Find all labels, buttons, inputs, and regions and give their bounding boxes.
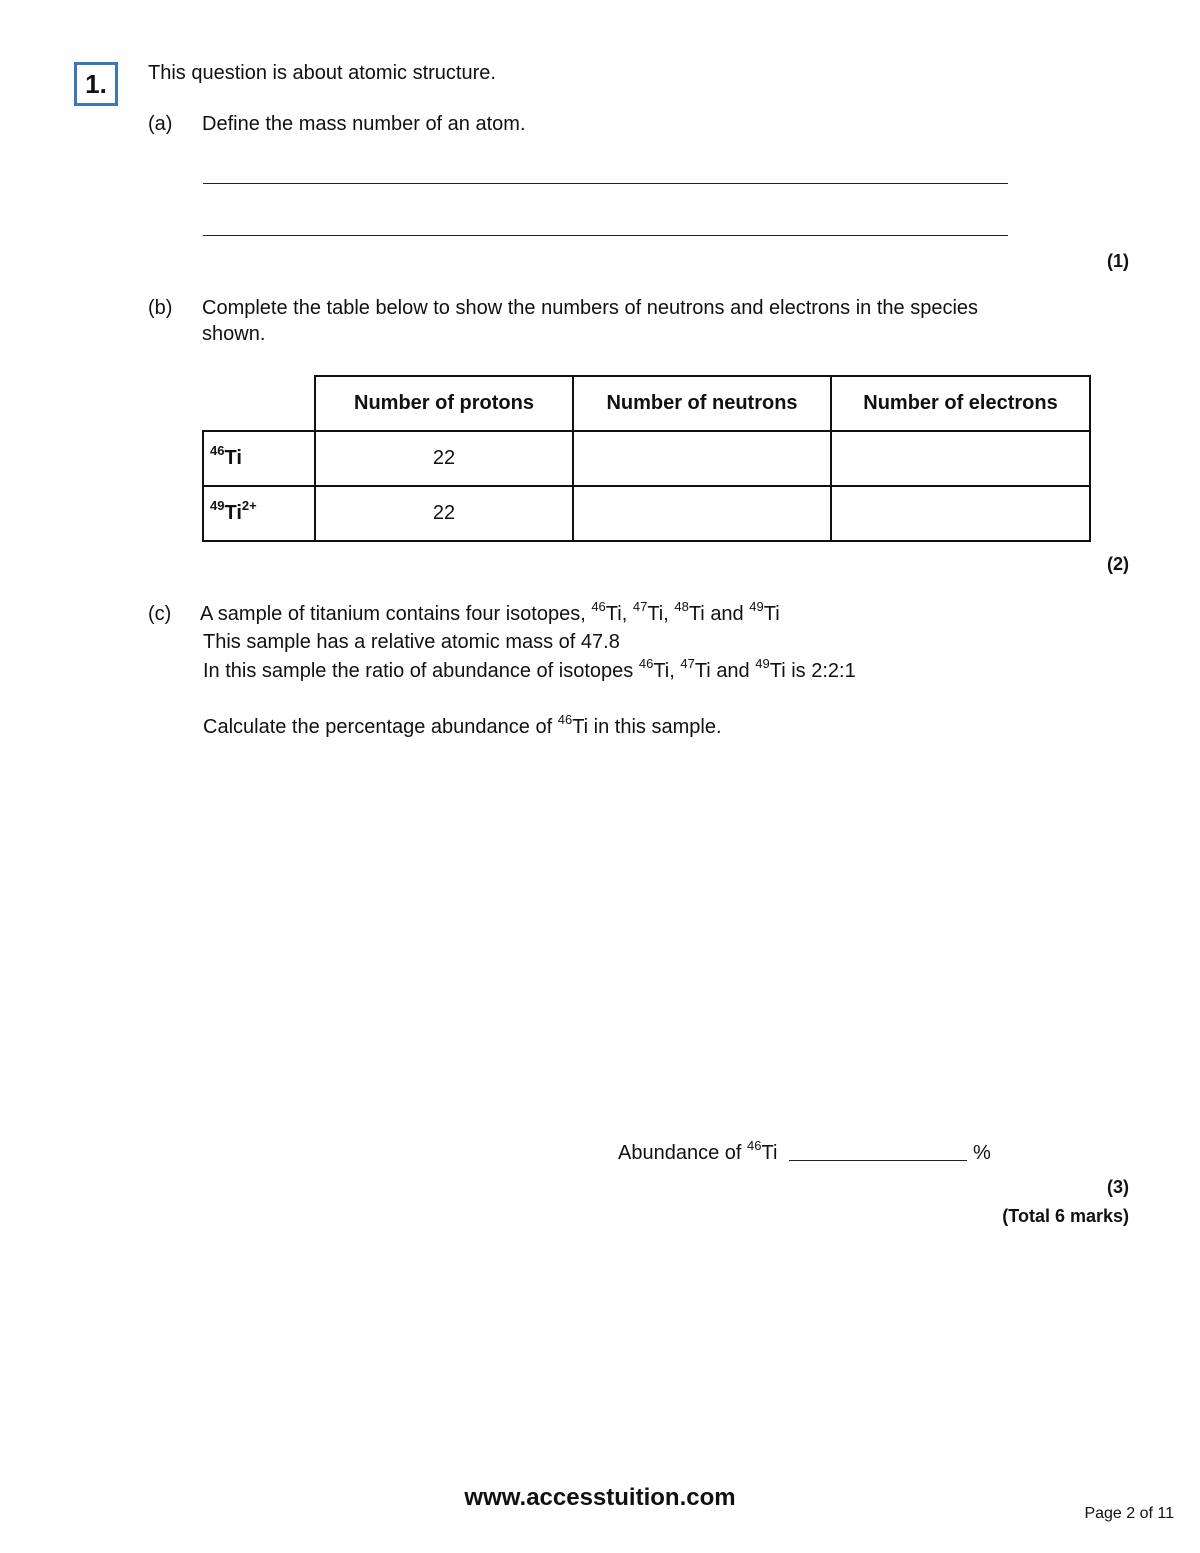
electrons-input-cell[interactable] — [831, 431, 1090, 486]
part-a-marks: (1) — [1107, 251, 1129, 271]
protons-cell: 22 — [315, 486, 573, 541]
electrons-input-cell[interactable] — [831, 486, 1090, 541]
part-b-marks: (2) — [1107, 554, 1129, 574]
header-protons: Number of protons — [315, 376, 573, 431]
page-number: Page 2 of 11 — [1084, 1505, 1174, 1522]
answer-line-2[interactable] — [203, 235, 1008, 236]
table-row — [203, 431, 1090, 486]
part-c-instruction: Calculate the percentage abundance of $^{46}$Ti in this sample. — [203, 712, 722, 738]
header-electrons: Number of electrons — [831, 376, 1090, 431]
part-c-label: (c) — [148, 603, 172, 625]
table-row — [203, 486, 1090, 541]
isotope-table — [202, 375, 1091, 542]
part-c-line1: A sample of titanium contains four isotopes, $^{46}$Ti, $^{47}$Ti, $^{48}$Ti and $^{49}$Ti — [200, 599, 780, 625]
species-ti-49-ion: $^{49}Ti^{2+}$ — [203, 486, 315, 541]
part-c-line3: In this sample the ratio of abundance of isotopes $^{46}$Ti, $^{47}$Ti and $^{49}$Ti is 2:2:1 — [203, 656, 856, 682]
total-marks: (Total 6 marks) — [1002, 1206, 1129, 1226]
abundance-answer-blank[interactable] — [789, 1142, 967, 1161]
answer-line-1[interactable] — [203, 183, 1008, 184]
table-corner-cell — [203, 376, 315, 431]
part-a-question: Define the mass number of an atom. — [202, 113, 526, 135]
question-number: 1. — [74, 62, 118, 106]
part-b-label: (b) — [148, 297, 173, 319]
question-intro: This question is about atomic structure. — [148, 62, 496, 84]
neutrons-input-cell[interactable] — [573, 431, 831, 486]
part-a-label: (a) — [148, 113, 173, 135]
species-ti-46: $^{46}$Ti — [203, 431, 315, 486]
footer-website[interactable]: www.accesstuition.com — [464, 1484, 736, 1511]
protons-cell: 22 — [315, 431, 573, 486]
table-header-row — [203, 376, 1090, 431]
part-b-question-line1: Complete the table below to show the numbers of neutrons and electrons in the species — [202, 297, 979, 319]
abundance-answer-line: Abundance of $^{46}$Ti % — [618, 1138, 991, 1164]
part-c-marks: (3) — [1107, 1177, 1129, 1197]
part-c-line2: This sample has a relative atomic mass of 47.8 — [203, 631, 620, 653]
neutrons-input-cell[interactable] — [573, 486, 831, 541]
header-neutrons: Number of neutrons — [573, 376, 831, 431]
part-b-question-line2: shown. — [202, 323, 266, 345]
